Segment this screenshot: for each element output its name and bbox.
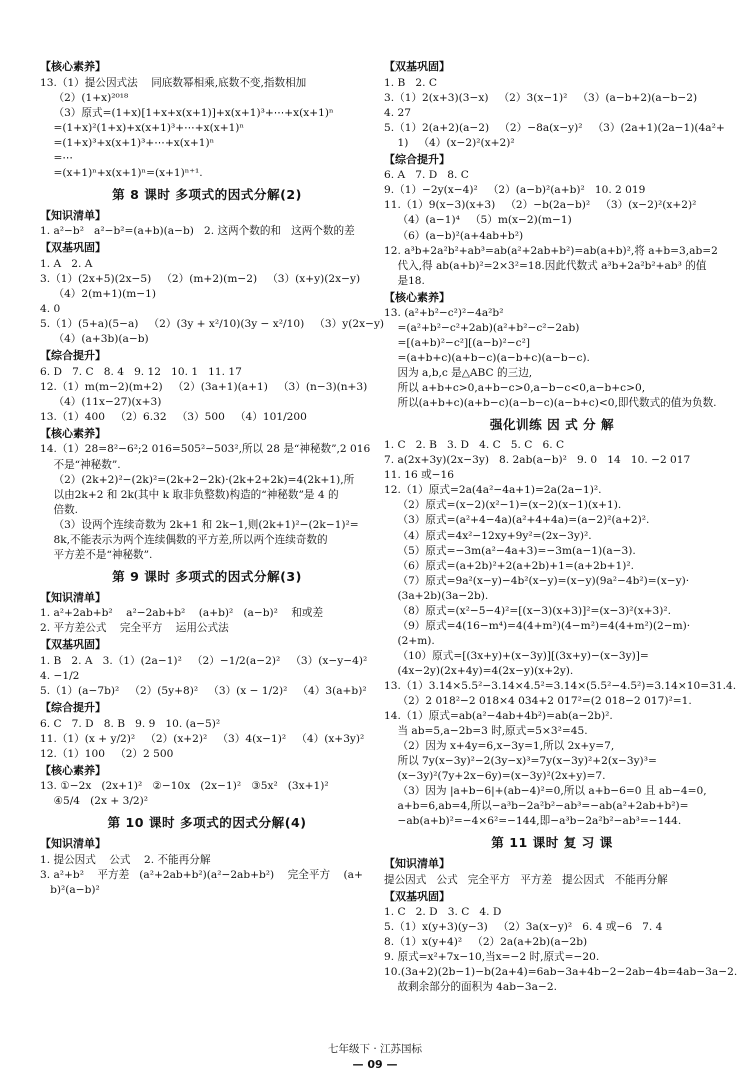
- answer-line: 13. (a²+b²−c²)²−4a²b²: [384, 307, 504, 320]
- answer-line: （4）(a+3b)(a−b): [40, 333, 149, 346]
- section-tag: 【核心素养】: [384, 290, 450, 304]
- answer-line: =(a+b+c)(a+b−c)(a−b+c)(a−b−c).: [384, 352, 590, 365]
- section-tag: 【双基巩固】: [40, 241, 106, 255]
- answer-line: 9. 原式=x²+7x−10,当x=−2 时,原式=−20.: [384, 951, 600, 964]
- answer-line: 13. ①−2x (2x+1)² ②−10x (2x−1)² ③5x² (3x+1)²: [40, 780, 329, 793]
- answer-line: 4. −1/2: [40, 669, 80, 682]
- answer-line: 8k,不能表示为两个连续偶数的平方差,所以两个连续奇数的: [40, 533, 328, 546]
- section-tag: 【双基巩固】: [384, 60, 450, 73]
- answer-line: 5.（1）(5+a)(5−a) （2）(3y + x²/10)(3y − x²/10) （3）y(2x−y): [40, 318, 385, 331]
- answer-line: 6. D 7. C 8. 4 9. 12 10. 1 11. 17: [40, 365, 242, 378]
- lesson-heading: 第 8 课时 多项式的因式分解(2): [112, 186, 302, 202]
- right-column: [384, 58, 738, 995]
- answer-line: （2）因为 x+4y=6,x−3y=1,所以 2x+y=7,: [384, 739, 615, 752]
- answer-line: （3）设两个连续奇数为 2k+1 和 2k−1,则(2k+1)²−(2k−1)²=: [40, 518, 359, 531]
- answer-line: 代入,得 ab(a+b)²=2×3²=18.因此代数式 a³b+2a²b²+ab³ 的值: [384, 259, 707, 272]
- section-tag: 【知识清单】: [40, 208, 106, 222]
- answer-line: （7）原式=9a²(x−y)−4b²(x−y)=(x−y)(9a²−4b²)=(x−y)·: [384, 574, 690, 587]
- answer-line: 13.（1）提公因式法 同底数幂相乘,底数不变,指数相加: [40, 76, 307, 89]
- answer-line: （3）原式=(1+x)[1+x+x(x+1)]+x(x+1)³+⋯+x(x+1)ⁿ: [40, 106, 334, 119]
- answer-line: b)²(a−b)²: [40, 883, 100, 896]
- section-tag: 【知识清单】: [40, 837, 106, 851]
- answer-line: 不是“神秘数”.: [40, 458, 121, 471]
- lesson-heading: 第 11 课时 复 习 课: [491, 835, 613, 851]
- answer-line: 所以 7y(x−3y)²−2(3y−x)³=7y(x−3y)²+2(x−3y)³=: [384, 754, 657, 767]
- answer-line: =[(a+b)²−c²][(a−b)²−c²]: [384, 337, 530, 350]
- answer-line: 1. C 2. D 3. C 4. D: [384, 906, 502, 919]
- answer-line: （4）(a−1)⁴ （5）m(x−2)(m−1): [384, 214, 572, 227]
- answer-line: 14.（1）原式=ab(a²−4ab+4b²)=ab(a−2b)².: [384, 709, 613, 722]
- answer-line: 1. B 2. A 3.（1）(2a−1)² （2）−1/2(a−2)² （3）(x−y−4)²: [40, 654, 368, 667]
- answer-line: （4）原式=4x²−12xy+9y²=(2x−3y)².: [384, 529, 592, 542]
- section-tag: 【核心素养】: [40, 763, 106, 777]
- answer-line: 1. C 2. B 3. D 4. C 5. C 6. C: [384, 439, 565, 452]
- answer-line: ④5/4 (2x + 3/2)²: [40, 795, 149, 808]
- answer-line: （2）(2k+2)²−(2k)²=(2k+2−2k)·(2k+2+2k)=4(2k+1),所: [40, 473, 355, 486]
- answer-line: 故剩余部分的面积为 4ab−3a−2.: [384, 981, 557, 994]
- answer-line: 5.（1）x(y+3)(y−3) （2）3a(x−y)² 6. 4 或−6 7. 4: [384, 921, 663, 934]
- answer-line: (3a+2b)(3a−2b).: [384, 589, 489, 602]
- answer-line: −ab(a+b)²=−4×6²=−144,即−a³b−2a²b²−ab³=−144.: [384, 815, 682, 828]
- answer-line: 1. 提公因式 公式 2. 不能再分解: [40, 853, 211, 866]
- answer-line: 5.（1）(a−7b)² （2）(5y+8)² （3）(x − 1/2)² （4）3(a+b)²: [40, 684, 367, 697]
- answer-line: 所以(a+b+c)(a+b−c)(a−b−c)(a−b+c)<0,即代数式的值为负数.: [384, 397, 717, 410]
- section-tag: 【综合提升】: [384, 152, 450, 166]
- answer-line: 以由2k+2 和 2k(其中 k 取非负整数)构造的“神秘数”是 4 的: [40, 488, 339, 501]
- answer-line: 是18.: [384, 274, 425, 287]
- answer-line: 13.（1）400 （2）6.32 （3）500 （4）101/200: [40, 410, 307, 423]
- lesson-heading: 强化训练 因 式 分 解: [489, 417, 615, 433]
- left-column: [40, 58, 385, 898]
- section-tag: 【双基巩固】: [40, 638, 106, 652]
- answer-line: 10.(3a+2)(2b−1)−b(2a+4)=6ab−3a+4b−2−2ab−4b=4ab−3a−2.: [384, 966, 738, 979]
- answer-line: 3. a²+b² 平方差 (a²+2ab+b²)(a²−2ab+b²) 完全平方 (a+: [40, 868, 363, 881]
- answer-line: 11.（1）(x + y/2)² （2）(x+2)² （3）4(x−1)² （4）(x+3y)²: [40, 732, 365, 745]
- answer-line: 提公因式 公式 完全平方 平方差 提公因式 不能再分解: [384, 873, 668, 886]
- answer-line: 12. a³b+2a²b²+ab³=ab(a²+2ab+b²)=ab(a+b)²,将 a+b=3,ab=2: [384, 244, 718, 257]
- answer-line: 9.（1）−2y(x−4)² （2）(a−b)²(a+b)² 10. 2 019: [384, 184, 646, 197]
- answer-line: （5）原式=−3m(a²−4a+3)=−3m(a−1)(a−3).: [384, 544, 636, 557]
- answer-line: =⋯: [40, 151, 73, 164]
- lesson-heading: 第 9 课时 多项式的因式分解(3): [112, 568, 302, 584]
- section-tag: 【知识清单】: [384, 857, 450, 871]
- answer-line: =(a²+b²−c²+2ab)(a²+b²−c²−2ab): [384, 322, 580, 335]
- answer-line: 5.（1）2(a+2)(a−2) （2）−8a(x−y)² （3）(2a+1)(2a−1)(4a²+: [384, 121, 725, 134]
- answer-line: （4）2(m+1)(m−1): [40, 288, 156, 301]
- answer-line: 13.（1）3.14×5.5²−3.14×4.5²=3.14×(5.5²−4.5²)=3.14×10=31.4.: [384, 679, 737, 692]
- section-tag: 【综合提升】: [40, 700, 106, 714]
- answer-line: （2）2 018²−2 018×4 034+2 017²=(2 018−2 017)²=1.: [384, 694, 692, 707]
- answer-line: 1) （4）(x−2)²(x+2)²: [384, 136, 515, 149]
- answer-line: （2）原式=(x−2)(x²−1)=(x−2)(x−1)(x+1).: [384, 499, 622, 512]
- answer-line: （3）原式=(a²+4−4a)(a²+4+4a)=(a−2)²(a+2)².: [384, 514, 650, 527]
- answer-line: （9）原式=4(16−m⁴)=4(4+m²)(4−m²)=4(4+m²)(2−m)·: [384, 619, 691, 632]
- answer-line: 6. C 7. D 8. B 9. 9 10. (a−5)²: [40, 717, 221, 730]
- answer-line: (2+m).: [384, 634, 435, 647]
- answer-line: 1. a²+2ab+b² a²−2ab+b² (a+b)² (a−b)² 和或差: [40, 607, 324, 620]
- answer-line: 11. 16 或−16: [384, 469, 455, 482]
- section-tag: 【知识清单】: [40, 590, 106, 604]
- answer-line: =(x+1)ⁿ+x(x+1)ⁿ=(x+1)ⁿ⁺¹.: [40, 166, 203, 179]
- answer-line: （6）原式=(a+2b)²+2(a+2b)+1=(a+2b+1)².: [384, 559, 634, 572]
- lesson-heading: 第 10 课时 多项式的因式分解(4): [107, 815, 307, 831]
- section-tag: 【核心素养】: [40, 426, 106, 440]
- answer-line: 3.（1）2(x+3)(3−x) （2）3(x−1)² （3）(a−b+2)(a−b−2): [384, 91, 698, 104]
- section-tag: 【综合提升】: [40, 349, 106, 363]
- answer-line: 1. a²−b² a²−b²=(a+b)(a−b) 2. 这两个数的和 这两个数的差: [40, 225, 355, 238]
- answer-line: 1. A 2. A: [40, 257, 93, 270]
- answer-line: 2. 平方差公式 完全平方 运用公式法: [40, 622, 229, 635]
- answer-line: （8）原式=(x²−5−4)²=[(x−3)(x+3)]²=(x−3)²(x+3)².: [384, 604, 671, 617]
- answer-line: （6）(a−b)²(a+4ab+b²): [384, 229, 524, 242]
- section-tag: 【双基巩固】: [384, 889, 450, 903]
- answer-line: (4x−2y)(2x+4y)=4(2x−y)(x+2y).: [384, 664, 574, 677]
- answer-line: =(1+x)²(1+x)+x(x+1)³+⋯+x(x+1)ⁿ: [40, 121, 245, 134]
- answer-line: （10）原式=[(3x+y)+(x−3y)][(3x+y)−(x−3y)]=: [384, 649, 649, 662]
- answer-line: 当 ab=5,a−2b=3 时,原式=5×3²=45.: [384, 724, 588, 737]
- answer-line: 倍数.: [40, 503, 79, 516]
- answer-line: 12.（1）100 （2）2 500: [40, 747, 174, 760]
- page-footer: [0, 1042, 750, 1073]
- answer-line: 因为 a,b,c 是△ABC 的三边,: [384, 367, 533, 380]
- answer-line: 所以 a+b+c>0,a+b−c>0,a−b−c<0,a−b+c>0,: [384, 382, 646, 395]
- answer-line: 4. 27: [384, 106, 411, 119]
- answer-line: （2）(1+x)²⁰¹⁸: [40, 91, 129, 104]
- section-tag: 【核心素养】: [40, 60, 106, 73]
- answer-line: 12.（1）原式=2a(4a²−4a+1)=2a(2a−1)².: [384, 484, 602, 497]
- answer-line: 平方差不是“神秘数”.: [40, 548, 153, 561]
- answer-line: 6. A 7. D 8. C: [384, 169, 469, 182]
- grade-label: 七年级下 · 江苏国标: [327, 1043, 422, 1055]
- answer-line: 11.（1）9(x−3)(x+3) （2）−b(2a−b)² （3）(x−2)²(x+2)²: [384, 199, 697, 212]
- answer-line: 7. a(2x+3y)(2x−3y) 8. 2ab(a−b)² 9. 0 14 10. −2 017: [384, 454, 691, 467]
- answer-line: a+b=6,ab=4,所以−a³b−2a²b²−ab³=−ab(a²+2ab+b²)=: [384, 800, 689, 813]
- answer-line: 3.（1）(2x+5)(2x−5) （2）(m+2)(m−2) （3）(x+y)(2x−y): [40, 272, 361, 285]
- page-number: — 09 —: [352, 1057, 398, 1071]
- answer-line: （4）(11x−27)(x+3): [40, 395, 162, 408]
- answer-line: =(1+x)³+x(x+1)³+⋯+x(x+1)ⁿ: [40, 136, 215, 149]
- answer-line: 4. 0: [40, 303, 61, 316]
- answer-line: 8.（1）x(y+4)² （2）2a(a+2b)(a−2b): [384, 936, 588, 949]
- answer-line: (x−3y)²(7y+2x−6y)=(x−3y)²(2x+y)=7.: [384, 770, 606, 783]
- answer-line: 12.（1）m(m−2)(m+2) （2）(3a+1)(a+1) （3）(n−3)(n+3): [40, 380, 368, 393]
- answer-line: 14.（1）28=8²−6²;2 016=505²−503²,所以 28 是“神秘数”,2 016: [40, 443, 371, 456]
- answer-line: （3）因为 |a+b−6|+(ab−4)²=0,所以 a+b−6=0 且 ab−4=0,: [384, 785, 707, 798]
- answer-line: 1. B 2. C: [384, 76, 437, 89]
